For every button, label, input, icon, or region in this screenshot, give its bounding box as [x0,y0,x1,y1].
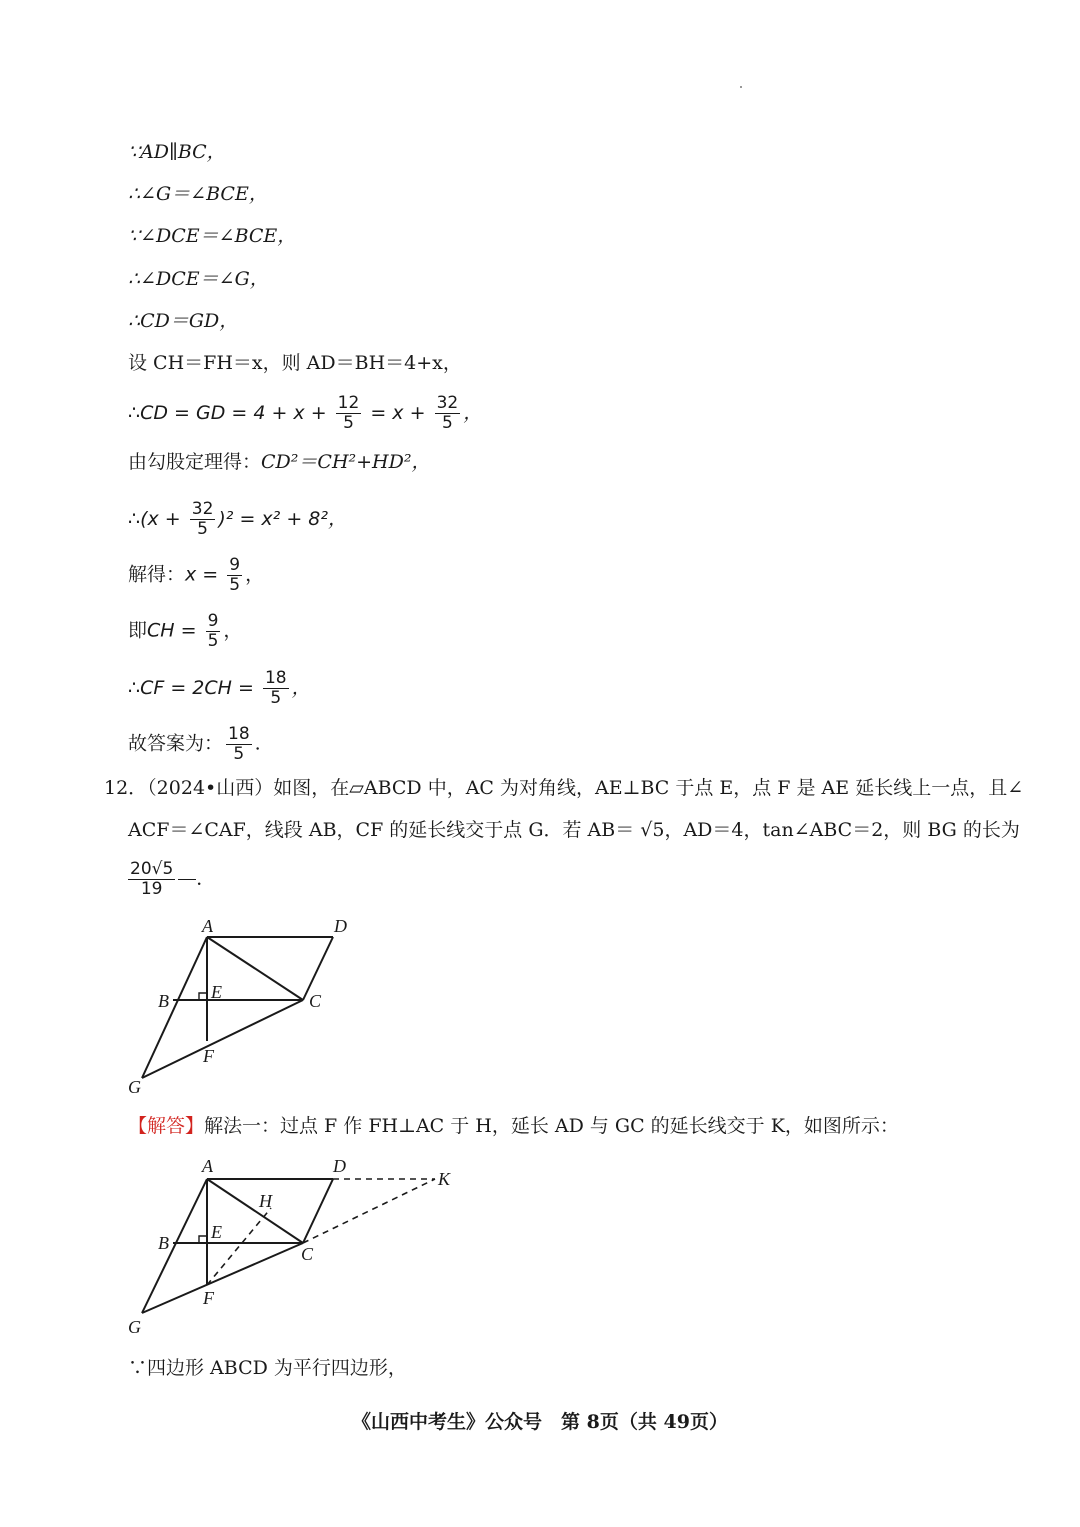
step-13-end: . [254,732,261,755]
numerator: 12 [337,393,360,413]
label-E: E [211,982,222,1002]
solution-intro [128,1114,899,1138]
step-7-pre: ∴CD = GD = 4 + x + [128,402,333,424]
step-5: ∴CD＝GD， [128,310,239,332]
step-12-end: ， [291,677,311,699]
label-C: C [301,1244,314,1264]
numerator: 32 [436,393,459,413]
denominator: 19 [140,879,163,899]
label-C: C [309,991,322,1011]
step-10 [128,556,264,595]
label-G: G [128,1077,141,1097]
problem-12-answer [128,860,215,899]
answer-end: ． [196,867,216,890]
numerator: 20√5 [130,859,174,879]
step-11 [128,612,242,651]
fraction-32-5 [190,500,216,539]
denominator: 5 [441,413,453,433]
problem-12-line-1: 12．（2024•山西）如图，在▱ABCD 中，AC 为对角线，AE⊥BC 于点 E，点 F 是 AE 延长线上一点，且∠ [104,777,1024,799]
step-10-math: x = [185,563,225,586]
step-11-pre: 即 [128,619,148,642]
step-10-pre: 解得： [128,563,186,586]
step-3: ∵∠DCE＝∠BCE， [128,225,297,247]
solution-tag: 【解答】 [128,1115,205,1137]
step-7-end: ， [463,402,483,424]
fraction-9-5 [227,556,242,595]
fraction-18-5 [226,725,252,764]
denominator: 5 [343,413,354,433]
step-8-math: CD²＝CH²+HD²， [261,451,431,473]
fraction-9-5 [206,612,221,651]
solution-last-line: ∵四边形 ABCD 为平行四边形， [128,1357,407,1379]
step-13 [128,725,261,764]
label-B: B [158,991,169,1011]
step-4: ∴∠DCE＝∠G， [128,268,269,290]
page-footer: 《山西中考生》公众号 第 8页（共 49页） [352,1411,728,1433]
step-13-pre: 故答案为： [128,732,224,755]
label-H: H [259,1191,272,1211]
label-D: D [334,916,347,936]
problem-12-line-2: ACF＝∠CAF，线段 AB，CF 的延长线交于点 G．若 AB＝ √5，AD＝4，tan∠ABC＝2，则 BG 的长为 [128,819,1020,841]
step-9-end: )² = x² + 8²， [218,508,347,530]
label-A: A [202,1156,213,1176]
answer-fraction [128,860,175,899]
label-B: B [158,1233,169,1253]
step-1: ∵AD∥BC， [128,141,226,163]
scan-speck [740,86,742,88]
step-12 [128,669,311,708]
step-9 [128,500,347,539]
label-E: E [211,1222,222,1242]
step-6: 设 CH＝FH＝x，则 AD＝BH＝4+x， [128,352,462,374]
numerator: 9 [207,611,219,631]
denominator: 5 [207,631,219,651]
step-11-end: ， [223,619,243,642]
label-D: D [333,1156,346,1176]
denominator: 5 [197,519,208,539]
figure-2 [125,1152,465,1344]
step-11-math: CH = [147,619,203,642]
step-2: ∴∠G＝∠BCE， [128,183,268,205]
solution-text: 解法一：过点 F 作 FH⊥AC 于 H，延长 AD 与 GC 的延长线交于 K，如图所示： [204,1115,899,1137]
label-F: F [203,1288,214,1308]
step-7 [128,394,482,433]
numerator: 18 [228,724,250,744]
step-8 [128,450,430,474]
fraction-18-5 [263,669,289,708]
label-A: A [202,916,213,936]
denominator: 5 [233,744,245,764]
fraction-32-5 [435,394,461,433]
label-G: G [128,1317,141,1337]
step-8-pre: 由勾股定理得： [128,451,262,473]
step-12-pre: ∴CF = 2CH = [128,677,260,699]
step-7-mid: = x + [364,402,432,424]
fraction-12-5 [336,394,362,433]
label-F: F [203,1046,214,1066]
step-10-end: ， [245,563,265,586]
denominator: 5 [229,575,241,595]
step-9-pre: ∴(x + [128,508,187,530]
figure-1 [125,910,365,1100]
numerator: 32 [191,499,214,519]
numerator: 9 [229,555,241,575]
denominator: 5 [270,688,282,708]
numerator: 18 [264,668,287,688]
label-K: K [438,1169,451,1189]
